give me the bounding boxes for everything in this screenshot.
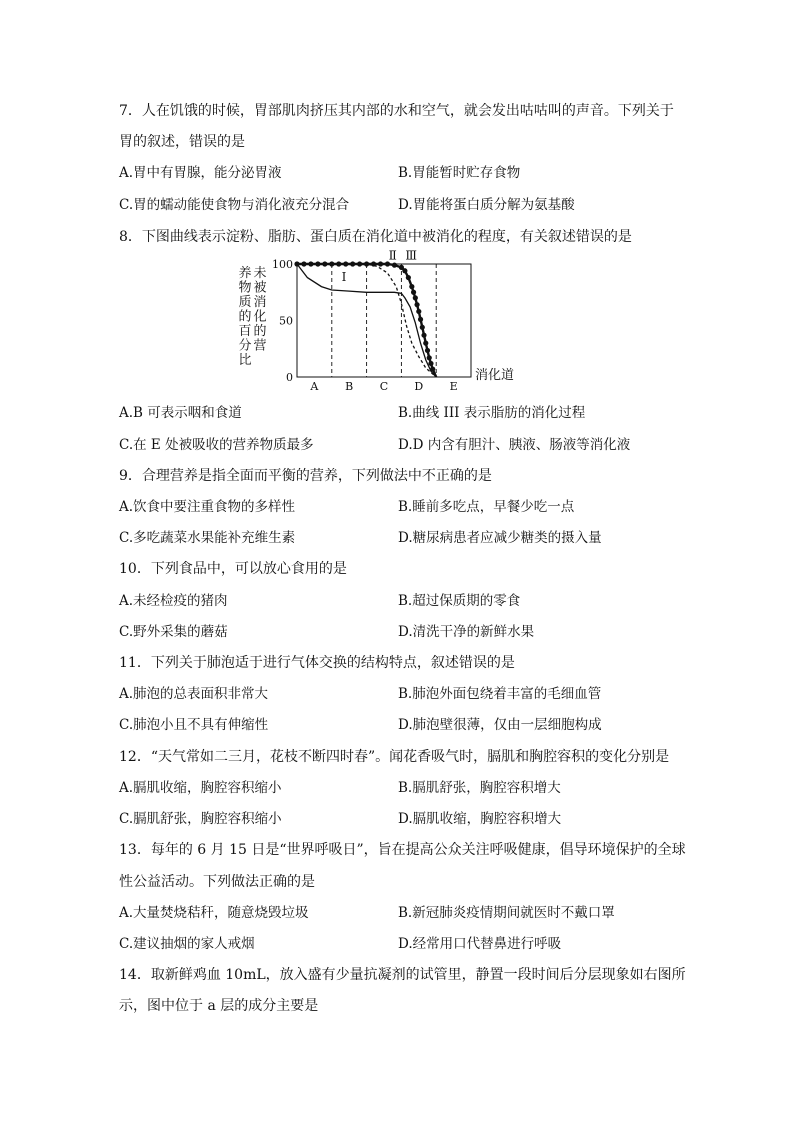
curve-III-dot [423, 341, 428, 346]
q9-option-a: A.饮食中要注重食物的多样性 [119, 499, 296, 515]
curve-III-dot [427, 355, 432, 360]
q12-option-b: B.膈肌舒张，胸腔容积增大 [398, 780, 561, 796]
curve-III-dot [416, 309, 421, 314]
q10-option-a: A.未经检疫的猪肉 [119, 593, 228, 609]
q11-stem: 11．下列关于肺泡适于进行气体交换的结构特点，叙述错误的是 [119, 655, 515, 671]
q11-option-c: C.肺泡小且不具有伸缩性 [119, 717, 269, 733]
q9-stem: 9．合理营养是指全面而平衡的营养，下列做法中不正确的是 [119, 468, 492, 484]
q9-option-d: D.糖尿病患者应减少糖类的摄入量 [398, 530, 602, 546]
y-label-char: 消 [253, 295, 267, 310]
q13-stem-line-2: 性公益活动。下列做法正确的是 [119, 874, 315, 890]
q8-option-d: D.D 内含有胆汁、胰液、肠液等消化液 [398, 437, 631, 453]
q11-option-b: B.肺泡外面包绕着丰富的毛细血管 [398, 686, 602, 702]
curve-III-dot [413, 295, 418, 300]
curve-III-dot [425, 348, 430, 353]
q14-stem-line-2: 示，图中位于 a 层的成分主要是 [119, 998, 319, 1014]
curve-III-dot [322, 261, 327, 266]
q9-option-c: C.多吃蔬菜水果能补充维生素 [119, 530, 296, 546]
curve-III-dot [315, 261, 320, 266]
y-axis-label [238, 265, 266, 368]
curve-III-dot [428, 361, 433, 366]
y-tick-label: 50 [279, 314, 293, 328]
q13-option-c: C.建议抽烟的家人戒烟 [119, 936, 255, 952]
curve-III-dot [421, 333, 426, 338]
y-label-char: 比 [238, 353, 252, 368]
q12-option-c: C.膈肌舒张，胸腔容积缩小 [119, 811, 282, 827]
q7-option-d: D.胃能将蛋白质分解为氨基酸 [398, 197, 575, 213]
q10-option-c: C.野外采集的蘑菇 [119, 624, 228, 640]
curve-III-dot [392, 263, 397, 268]
curve-III-dot [371, 261, 376, 266]
q8-stem: 8．下图曲线表示淀粉、脂肪、蛋白质在消化道中被消化的程度，有关叙述错误的是 [119, 229, 632, 245]
x-axis-label: 消化道 [475, 368, 515, 383]
q13-option-d: D.经常用口代替鼻进行呼吸 [398, 936, 562, 952]
x-category-label: C [379, 380, 389, 393]
q12-option-d: D.膈肌收缩，胸腔容积增大 [398, 811, 562, 827]
x-category-label: B [345, 380, 354, 393]
curve-III-dot [350, 261, 355, 266]
q14-stem-line-1: 14．取新鲜鸡血 10mL，放入盛有少量抗凝剂的试管里，静置一段时间后分层现象如右图所 [119, 967, 686, 983]
q10-option-b: B.超过保质期的零食 [398, 593, 521, 609]
q11-option-a: A.肺泡的总表面积非常大 [119, 686, 269, 702]
y-label-char: 物 [238, 280, 252, 296]
q12-option-a: A.膈肌收缩，胸腔容积缩小 [119, 780, 282, 796]
q13-option-b: B.新冠肺炎疫情期间就医时不戴口罩 [398, 905, 615, 921]
q10-stem: 10．下列食品中，可以放心食用的是 [119, 561, 347, 577]
y-label-char: 质 [238, 295, 252, 310]
y-label-char: 未 [253, 266, 267, 281]
q13-option-a: A.大量焚烧秸秆，随意烧毁垃圾 [119, 905, 309, 921]
y-label-char: 分 [238, 338, 252, 354]
curve-III-dot [329, 261, 334, 266]
curve-III-dot [402, 268, 407, 273]
curve-III-dot [308, 261, 313, 266]
q7-option-b: B.胃能暂时贮存食物 [398, 165, 521, 181]
q7-option-c: C.胃的蠕动能使食物与消化液充分混合 [119, 197, 350, 213]
curve-III-dot [301, 261, 306, 266]
y-tick-label: 100 [272, 258, 293, 271]
y-label-char: 被 [253, 280, 267, 296]
curve-III-dot [294, 261, 299, 266]
y-tick-label: 0 [286, 371, 293, 384]
q12-stem: 12．“天气常如二三月，花枝不断四时春”。闻花香吸气时，膈肌和胸腔容积的变化分别是 [119, 749, 670, 765]
curve-III-dot [430, 366, 435, 371]
curve-III-dot [409, 284, 414, 289]
curve-III-dot [420, 325, 425, 330]
y-label-char: 化 [253, 309, 267, 325]
curve-label: Ⅲ [405, 248, 417, 263]
q7-option-a: A.胃中有胃腺，能分泌胃液 [119, 165, 282, 181]
curve-III-dot [414, 302, 419, 307]
curve-label: Ⅱ [388, 248, 397, 263]
y-label-char: 的 [253, 324, 267, 339]
q7-stem-line-2: 胃的叙述，错误的是 [119, 134, 245, 150]
curve-label: Ⅰ [341, 269, 347, 284]
curve-III-dot [336, 261, 341, 266]
x-category-label: A [310, 380, 319, 393]
curve-III-dot [343, 261, 348, 266]
plot-frame [297, 264, 471, 377]
curve-III-dot [411, 290, 416, 295]
q8-option-a: A.B 可表示咽和食道 [119, 405, 242, 421]
x-category-label: E [449, 380, 458, 393]
digestion-chart [230, 248, 560, 396]
q10-option-d: D.清洗干净的新鲜水果 [398, 624, 535, 640]
curve-III-dot [406, 275, 411, 280]
y-label-char: 养 [238, 266, 252, 281]
curve-III-dot [364, 261, 369, 266]
curve-III-dot [418, 317, 423, 322]
y-label-char: 的 [238, 309, 252, 325]
q8-option-c: C.在 E 处被吸收的营养物质最多 [119, 437, 314, 453]
q11-option-d: D.肺泡壁很薄，仅由一层细胞构成 [398, 717, 602, 733]
curve-III-dot [357, 261, 362, 266]
y-label-char: 百 [238, 324, 252, 339]
q9-option-b: B.睡前多吃点，早餐少吃一点 [398, 499, 575, 515]
q7-stem-line-1: 7．人在饥饿的时候，胃部肌肉挤压其内部的水和空气，就会发出咕咕叫的声音。下列关于 [119, 103, 674, 119]
x-category-label: D [414, 380, 424, 393]
q13-stem-line-1: 13．每年的 6 月 15 日是“世界呼吸日”，旨在提高公众关注呼吸健康，倡导环境保护的全球 [119, 842, 686, 858]
q8-option-b: B.曲线 III 表示脂肪的消化过程 [398, 405, 586, 421]
y-label-char: 营 [253, 338, 267, 354]
curve-III-dot [378, 261, 383, 266]
